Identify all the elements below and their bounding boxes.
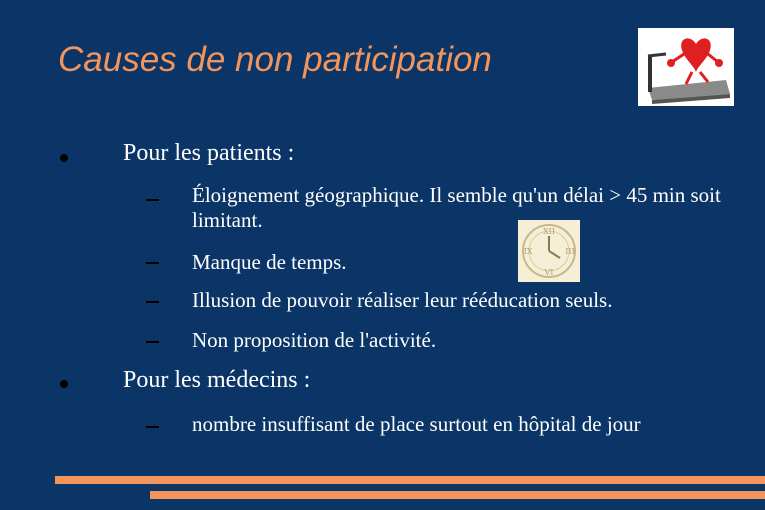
decorative-bar — [150, 491, 765, 499]
bullet-dot — [60, 154, 68, 162]
dash-bullet — [146, 262, 159, 264]
decorative-bar — [55, 476, 765, 484]
dash-bullet — [146, 199, 159, 201]
svg-text:VI: VI — [544, 268, 554, 277]
dash-bullet — [146, 426, 159, 428]
bullet-dot — [60, 380, 68, 388]
list-item: Non proposition de l'activité. — [192, 328, 437, 352]
list-item: Illusion de pouvoir réaliser leur rééducation seuls. — [192, 288, 613, 312]
list-item: Éloignement géographique. Il semble qu'un délai > 45 min soit limitant. — [192, 183, 721, 232]
dash-bullet — [146, 341, 159, 343]
svg-text:IX: IX — [523, 247, 533, 256]
treadmill-heart-icon — [638, 28, 734, 106]
clock-icon — [518, 220, 580, 282]
slide-title: Causes de non participation — [58, 40, 492, 79]
svg-text:III: III — [565, 247, 575, 256]
svg-text:XII: XII — [542, 227, 556, 236]
dash-bullet — [146, 301, 159, 303]
section-heading-patients: Pour les patients : — [123, 140, 295, 166]
list-item: Manque de temps. — [192, 250, 347, 274]
section-heading-medecins: Pour les médecins : — [123, 367, 311, 393]
list-item: nombre insuffisant de place surtout en hôpital de jour — [192, 412, 641, 436]
